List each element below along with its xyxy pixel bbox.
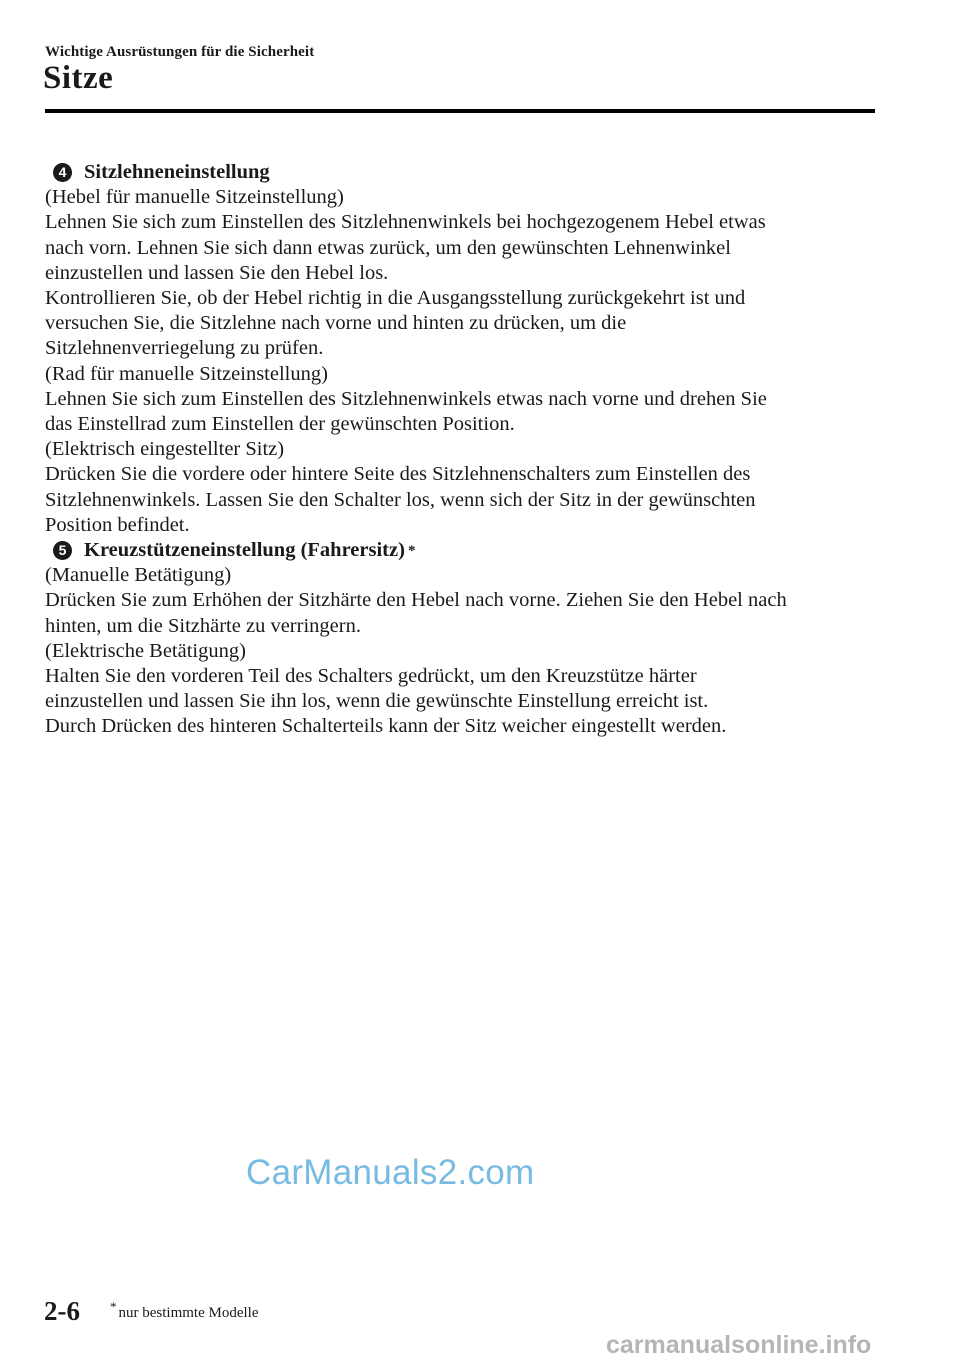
footnote	[110, 1299, 259, 1322]
paragraph-line: Kontrollieren Sie, ob der Hebel richtig in die Ausgangsstellung zurückgekehrt ist und	[45, 287, 746, 310]
paragraph-line: Drücken Sie die vordere oder hintere Seite des Sitzlehnenschalters zum Einstellen des	[45, 463, 751, 486]
paragraph-line: Drücken Sie zum Erhöhen der Sitzhärte den Hebel nach vorne. Ziehen Sie den Hebel nach	[45, 589, 787, 612]
paragraph-line: das Einstellrad zum Einstellen der gewünschten Position.	[45, 413, 515, 436]
paragraph-line: (Elektrische Betätigung)	[45, 639, 246, 662]
header-rule	[45, 109, 875, 113]
main-content	[45, 160, 875, 740]
watermark: CarManuals2.com	[246, 1153, 535, 1192]
circled-number-4-icon: 4	[53, 163, 72, 182]
section-header: Wichtige Ausrüstungen für die Sicherheit	[45, 44, 315, 60]
site-watermark: carmanualsonline.info	[606, 1331, 872, 1359]
footnote-text: nur bestimmte Modelle	[118, 1305, 259, 1321]
paragraph-line: (Hebel für manuelle Sitzeinstellung)	[45, 186, 344, 209]
circled-number-5-icon: 5	[53, 541, 72, 560]
paragraph-line: Lehnen Sie sich zum Einstellen des Sitzlehnenwinkels etwas nach vorne und drehen Sie	[45, 387, 767, 410]
section-heading-text: Kreuzstützeneinstellung (Fahrersitz)	[84, 539, 405, 562]
page-title: Sitze	[43, 60, 114, 96]
paragraph-line: versuchen Sie, die Sitzlehne nach vorne und hinten zu drücken, um die	[45, 312, 627, 335]
paragraph-line: Halten Sie den vorderen Teil des Schalters gedrückt, um den Kreuzstütze härter	[45, 665, 697, 688]
paragraph-line: (Elektrisch eingestellter Sitz)	[45, 438, 285, 461]
paragraph-line: einzustellen und lassen Sie den Hebel los.	[45, 261, 389, 284]
section-heading	[45, 160, 875, 185]
section-heading: 5 Kreuzstützeneinstellung (Fahrersitz) *	[45, 538, 875, 563]
paragraph-line: Sitzlehnenverriegelung zu prüfen.	[45, 337, 324, 360]
paragraph-line: nach vorn. Lehnen Sie sich dann etwas zurück, um den gewünschten Lehnenwinkel	[45, 236, 731, 259]
paragraph-line: hinten, um die Sitzhärte zu verringern.	[45, 614, 361, 637]
asterisk-icon: *	[110, 1299, 117, 1314]
paragraph-line: (Rad für manuelle Sitzeinstellung)	[45, 362, 328, 385]
paragraph-line: einzustellen und lassen Sie ihn los, wenn die gewünschte Einstellung erreicht ist.	[45, 690, 709, 713]
page-number: 2-6	[44, 1296, 80, 1326]
paragraph-line: Sitzlehnenwinkels. Lassen Sie den Schalter los, wenn sich der Sitz in der gewünschten	[45, 488, 756, 511]
paragraph-line: (Manuelle Betätigung)	[45, 564, 232, 587]
paragraph-line: Position befindet.	[45, 513, 190, 536]
paragraph-line: Lehnen Sie sich zum Einstellen des Sitzlehnenwinkels bei hochgezogenem Hebel etwas	[45, 211, 766, 234]
paragraph-line: Durch Drücken des hinteren Schalterteils kann der Sitz weicher eingestellt werden.	[45, 715, 727, 738]
section-heading-text: Sitzlehneneinstellung	[84, 161, 270, 183]
